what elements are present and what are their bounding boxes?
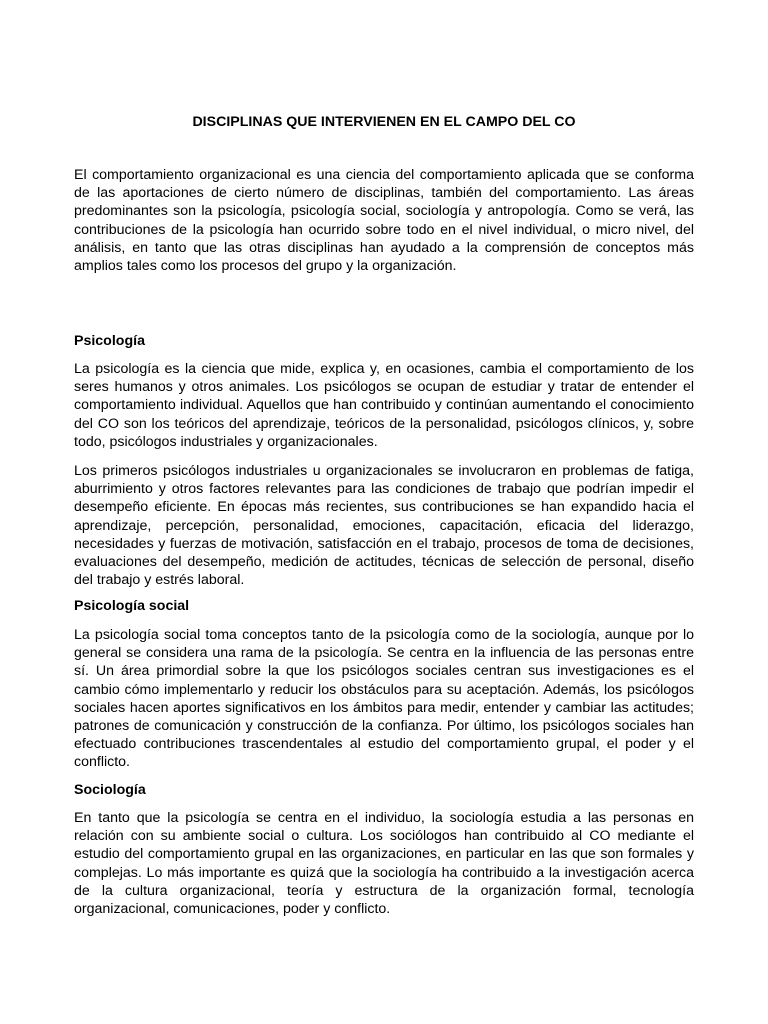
section-heading-psicologia: Psicología	[74, 333, 145, 349]
document-page	[74, 0, 694, 1024]
psicologia-paragraph-1: La psicología es la ciencia que mide, explica y, en ocasiones, cambia el comportamiento de los seres humanos y otros animales. Los psicólogos se ocupan de estudiar y tratar de entender el comportamiento individual. Aquellos que han contribuido y continúan aumentando el conocimiento del CO son los teóricos del aprendizaje, teóricos de la personalidad, psicólogos clínicos, y, sobre todo, psicólogos industriales y organizacionales.	[74, 361, 694, 450]
section-heading-sociologia: Sociología	[74, 782, 146, 798]
document-title: DISCIPLINAS QUE INTERVIENEN EN EL CAMPO DEL CO	[192, 114, 576, 130]
sociologia-paragraph: En tanto que la psicología se centra en el individuo, la sociología estudia a las personas en relación con su ambiente social o cultura. Los sociólogos han contribuido al CO mediante el estudio del comportamiento grupal en las organizaciones, en particular en las que son formales y complejas. Lo más importante es quizá que la sociología ha contribuido a la investigación acerca de la cultura organizacional, teoría y estructura de la organización formal, tecnología organizacional, comunicaciones, poder y conflicto.	[74, 810, 694, 918]
psicologia-paragraph-2: Los primeros psicólogos industriales u organizacionales se involucraron en problemas de fatiga, aburrimiento y otros factores relevantes para las condiciones de trabajo que podrían impedir el desempeño eficiente. En épocas más recientes, sus contribuciones se han expandido hacia el aprendizaje, percepción, personalidad, emociones, capacitación, eficacia del liderazgo, necesidades y fuerzas de motivación, satisfacción en el trabajo, procesos de toma de decisiones, evaluaciones del desempeño, medición de actitudes, técnicas de selección de personal, diseño del trabajo y estrés laboral.	[74, 463, 694, 589]
section-heading-psicologia-social: Psicología social	[74, 598, 190, 614]
intro-paragraph: El comportamiento organizacional es una ciencia del comportamiento aplicada que se conforma de las aportaciones de cierto número de disciplinas, también del comportamiento. Las áreas predominantes son la psicología, psicología social, sociología y antropología. Como se verá, las contribuciones de la psicología han ocurrido sobre todo en el nivel individual, o micro nivel, del análisis, en tanto que las otras disciplinas han ayudado a la comprensión de conceptos más amplios tales como los procesos del grupo y la organización.	[74, 167, 694, 275]
psicologia-social-paragraph: La psicología social toma conceptos tanto de la psicología como de la sociología, aunque por lo general se considera una rama de la psicología. Se centra en la influencia de las personas entre sí. Un área primordial sobre la que los psicólogos sociales centran sus investigaciones es el cambio cómo implementarlo y reducir los obstáculos para su aceptación. Además, los psicólogos sociales hacen aportes significativos en los ámbitos para medir, entender y cambiar las actitudes; patrones de comunicación y construcción de la confianza. Por último, los psicólogos sociales han efectuado contribuciones trascendentales al estudio del comportamiento grupal, el poder y el conflicto.	[74, 627, 694, 771]
